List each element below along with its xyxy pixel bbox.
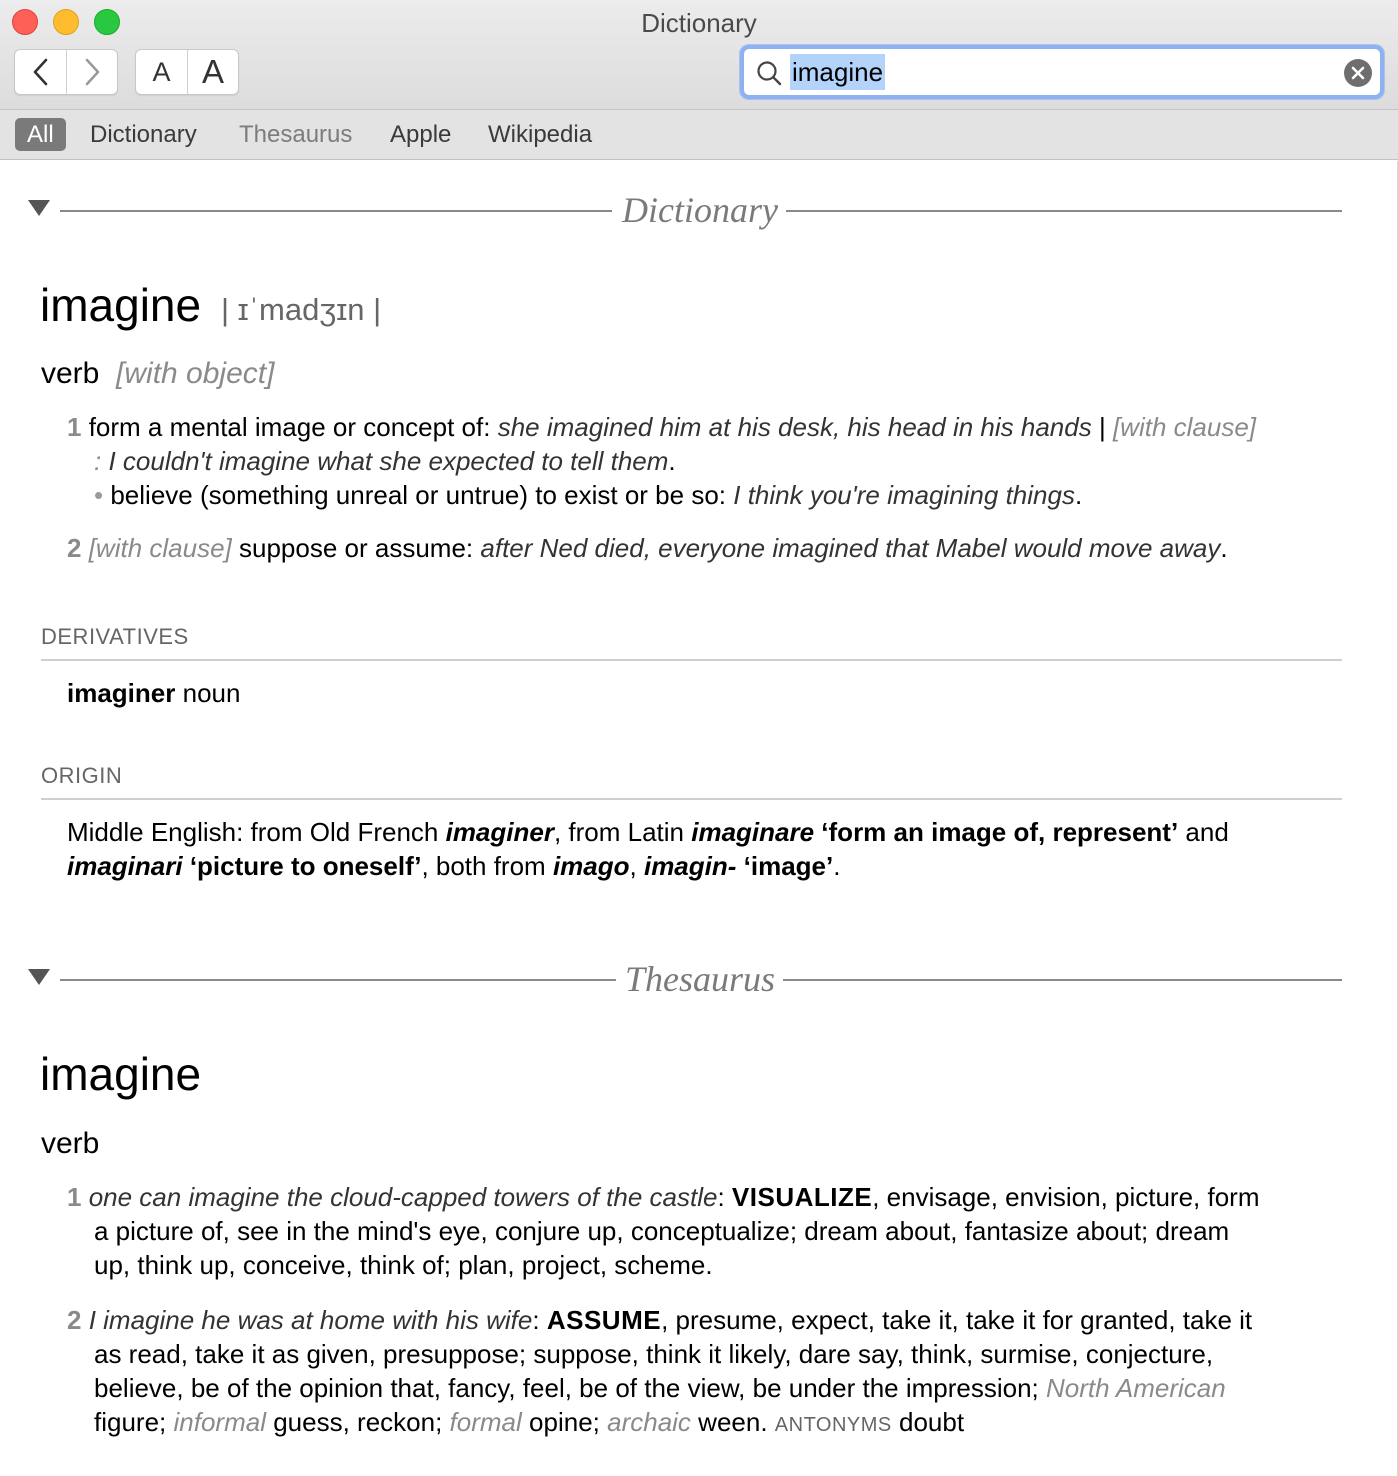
- synonym-list-line: [94, 1405, 964, 1442]
- divider: [41, 659, 1342, 661]
- derivative-word: imaginer: [67, 678, 176, 708]
- headword: imagine: [40, 1048, 202, 1100]
- magnifying-glass-icon: [756, 60, 782, 86]
- register-label: archaic: [607, 1407, 691, 1437]
- synonym-list: ween.: [698, 1407, 768, 1437]
- example: I imagine he was at home with his wife: [88, 1305, 533, 1335]
- section-title: Thesaurus: [624, 959, 776, 999]
- sense-1: [67, 410, 1256, 444]
- origin-text-line-1: [67, 815, 1229, 849]
- chevron-right-icon: [82, 57, 102, 87]
- etymon: imagin-: [643, 851, 737, 881]
- antonym: doubt: [899, 1407, 965, 1437]
- filter-wikipedia[interactable]: Wikipedia: [488, 121, 593, 148]
- punctuation: :: [717, 1182, 725, 1212]
- navigation-buttons: [14, 49, 118, 95]
- example: I think you're imagining things: [733, 480, 1075, 510]
- synonym-list: , presume, expect, take it, take it for granted, take it: [661, 1305, 1253, 1335]
- origin-label: ORIGIN: [41, 763, 123, 788]
- pos-label: verb: [41, 357, 100, 390]
- filter-apple[interactable]: Apple: [390, 121, 452, 148]
- origin-text: , from Latin: [553, 817, 692, 847]
- sense-1-continued: [94, 444, 676, 478]
- punctuation: :: [532, 1305, 540, 1335]
- forward-button[interactable]: [66, 50, 117, 94]
- search-input[interactable]: imagine: [790, 54, 885, 90]
- pronunciation: | ɪˈmadʒɪn |: [221, 292, 382, 327]
- font-size-buttons: [135, 49, 239, 95]
- origin-text: ,: [629, 851, 644, 881]
- decrease-font-button[interactable]: A: [152, 56, 171, 87]
- source-filter-bar: [0, 110, 1398, 160]
- title-bar: [0, 0, 1398, 110]
- grammar-note: [with object]: [116, 357, 275, 390]
- register-label: informal: [173, 1407, 266, 1437]
- punctuation: .: [833, 851, 841, 881]
- origin-text: Middle English: from Old French: [67, 817, 446, 847]
- separator: |: [1098, 412, 1106, 442]
- x-icon: [1351, 66, 1365, 80]
- gloss: ‘form an image of, represent’: [814, 817, 1179, 847]
- synonym-list: believe, be of the opinion that, fancy, feel, be of the view, be under the impression;: [94, 1373, 1039, 1403]
- chevron-left-icon: [31, 57, 51, 87]
- filter-thesaurus[interactable]: Thesaurus: [239, 121, 353, 148]
- synonym-list: as read, take it as given, presuppose; suppose, think it likely, dare say, think, surmise, conjecture,: [94, 1339, 1214, 1369]
- origin-text: , both from: [421, 851, 553, 881]
- punctuation: .: [668, 446, 676, 476]
- sense-number: 1: [67, 1182, 82, 1212]
- example: after Ned died, everyone imagined that Mabel would move away: [480, 533, 1221, 563]
- window-title: Dictionary: [641, 8, 757, 38]
- part-of-speech: [41, 357, 274, 391]
- divider: [41, 798, 1342, 800]
- definition: suppose or assume:: [239, 533, 474, 563]
- gloss: ‘picture to oneself’: [182, 851, 422, 881]
- example: she imagined him at his desk, his head in his hands: [497, 412, 1092, 442]
- etymon: imaginer: [445, 817, 554, 847]
- thesaurus-sense-2: [67, 1303, 1252, 1337]
- synonym-list-line: [94, 1371, 1226, 1405]
- register-label: North American: [1046, 1373, 1226, 1403]
- example: one can imagine the cloud-capped towers of the castle: [88, 1182, 718, 1212]
- gloss: ‘image’: [736, 851, 834, 881]
- part-of-speech: verb: [41, 1127, 100, 1160]
- synonym-list: up, think up, conceive, think of; plan, project, scheme.: [94, 1250, 713, 1280]
- derivatives-label: DERIVATIVES: [41, 624, 189, 649]
- bullet: •: [94, 480, 104, 510]
- punctuation: .: [1074, 480, 1083, 510]
- sense-number: 2: [67, 533, 82, 563]
- etymon: imago: [552, 851, 630, 881]
- etymon: imaginare: [691, 817, 815, 847]
- filter-dictionary[interactable]: Dictionary: [90, 121, 197, 148]
- origin-text: and: [1178, 817, 1229, 847]
- section-title: Dictionary: [622, 190, 778, 230]
- core-synonym: VISUALIZE: [731, 1182, 873, 1212]
- dictionary-section-header: [26, 188, 1342, 232]
- synonym-list: guess, reckon;: [273, 1407, 443, 1437]
- thesaurus-sense-1: [67, 1180, 1260, 1214]
- filter-all[interactable]: All: [15, 118, 66, 151]
- synonym-list: , envisage, envision, picture, form: [872, 1182, 1260, 1212]
- derivative-pos: noun: [182, 678, 241, 708]
- increase-font-button[interactable]: A: [187, 50, 238, 94]
- synonym-list: figure;: [94, 1407, 167, 1437]
- sense-number: 1: [67, 412, 82, 442]
- definition: believe (something unreal or untrue) to exist or be so:: [110, 480, 727, 510]
- search-field[interactable]: [740, 45, 1384, 99]
- subsense: [94, 478, 1082, 512]
- grammar-note: [with clause]: [88, 533, 232, 563]
- synonym-list: a picture of, see in the mind's eye, conjure up, conceptualize; dream about, fantasize about; dream: [94, 1216, 1230, 1246]
- etymon: imaginari: [67, 851, 183, 881]
- punctuation: .: [1220, 533, 1228, 563]
- derivative-entry: [67, 676, 240, 710]
- antonyms-label: ANTONYMS: [774, 1414, 892, 1436]
- register-label: formal: [449, 1407, 522, 1437]
- grammar-note: :: [94, 446, 102, 476]
- headword: imagine: [40, 279, 202, 331]
- core-synonym: ASSUME: [546, 1305, 662, 1335]
- origin-text-line-2: [67, 849, 840, 883]
- grammar-note: [with clause]: [1112, 412, 1257, 442]
- definition: form a mental image or concept of:: [88, 412, 491, 442]
- clear-search-button[interactable]: [1344, 59, 1372, 87]
- sense-2: [67, 531, 1228, 565]
- back-button[interactable]: [15, 50, 66, 94]
- sense-number: 2: [67, 1305, 82, 1335]
- example: I couldn't imagine what she expected to tell them: [108, 446, 669, 476]
- thesaurus-section-header: [26, 957, 1342, 1001]
- synonym-list: opine;: [529, 1407, 600, 1437]
